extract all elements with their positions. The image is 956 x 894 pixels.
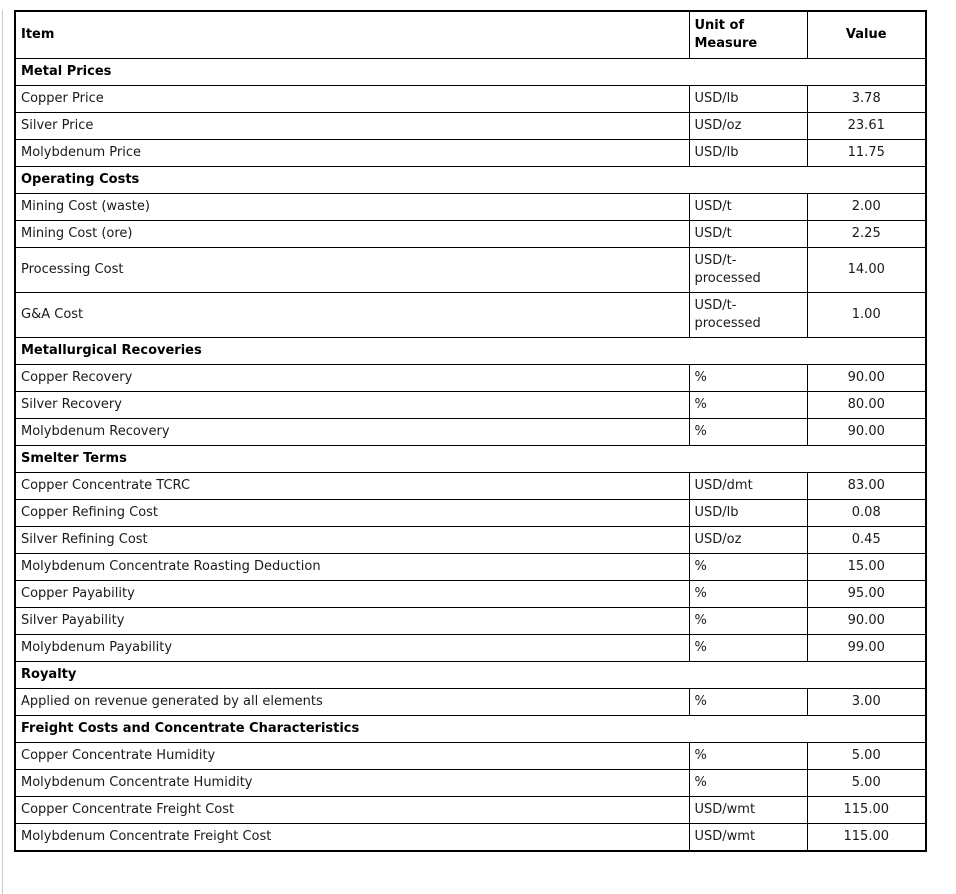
item-cell: Molybdenum Price: [15, 139, 689, 166]
value-cell: 2.00: [807, 193, 926, 220]
value-cell: 0.45: [807, 526, 926, 553]
header-row: [15, 11, 926, 58]
item-cell: Copper Payability: [15, 580, 689, 607]
table-row: [15, 634, 926, 661]
value-cell: 90.00: [807, 418, 926, 445]
item-cell: Silver Payability: [15, 607, 689, 634]
unit-cell: %: [689, 742, 807, 769]
value-cell: 115.00: [807, 796, 926, 823]
section-title: Metal Prices: [15, 58, 926, 85]
value-cell: 90.00: [807, 607, 926, 634]
table-row: [15, 553, 926, 580]
unit-cell: %: [689, 769, 807, 796]
table-row: [15, 292, 926, 337]
item-cell: Copper Concentrate TCRC: [15, 472, 689, 499]
section-title: Freight Costs and Concentrate Characteristics: [15, 715, 926, 742]
unit-cell: USD/t: [689, 220, 807, 247]
item-cell: Copper Concentrate Humidity: [15, 742, 689, 769]
unit-cell: USD/t-processed: [689, 292, 807, 337]
table-row: [15, 688, 926, 715]
value-cell: 14.00: [807, 247, 926, 292]
table-row: [15, 580, 926, 607]
section-row: [15, 337, 926, 364]
unit-cell: %: [689, 418, 807, 445]
table-row: [15, 769, 926, 796]
unit-cell: %: [689, 607, 807, 634]
value-cell: 5.00: [807, 742, 926, 769]
table-row: [15, 823, 926, 851]
unit-cell: %: [689, 553, 807, 580]
unit-cell: USD/lb: [689, 499, 807, 526]
value-cell: 99.00: [807, 634, 926, 661]
table-row: [15, 85, 926, 112]
table-row: [15, 193, 926, 220]
unit-cell: %: [689, 634, 807, 661]
table-row: [15, 742, 926, 769]
value-cell: 11.75: [807, 139, 926, 166]
value-cell: 3.00: [807, 688, 926, 715]
table-row: [15, 247, 926, 292]
unit-cell: USD/oz: [689, 526, 807, 553]
item-cell: Applied on revenue generated by all elements: [15, 688, 689, 715]
value-cell: 15.00: [807, 553, 926, 580]
value-cell: 3.78: [807, 85, 926, 112]
item-cell: Processing Cost: [15, 247, 689, 292]
item-cell: Copper Concentrate Freight Cost: [15, 796, 689, 823]
value-cell: 95.00: [807, 580, 926, 607]
table-row: [15, 472, 926, 499]
item-cell: Copper Price: [15, 85, 689, 112]
value-cell: 0.08: [807, 499, 926, 526]
section-title: Royalty: [15, 661, 926, 688]
section-title: Smelter Terms: [15, 445, 926, 472]
unit-cell: %: [689, 688, 807, 715]
table-row: [15, 796, 926, 823]
item-cell: Molybdenum Concentrate Humidity: [15, 769, 689, 796]
value-cell: 2.25: [807, 220, 926, 247]
table-row: [15, 418, 926, 445]
table-row: [15, 391, 926, 418]
unit-cell: USD/t: [689, 193, 807, 220]
item-cell: G&A Cost: [15, 292, 689, 337]
item-cell: Silver Price: [15, 112, 689, 139]
unit-cell: USD/wmt: [689, 796, 807, 823]
table-row: [15, 139, 926, 166]
unit-cell: USD/dmt: [689, 472, 807, 499]
section-row: [15, 715, 926, 742]
unit-cell: USD/lb: [689, 139, 807, 166]
section-title: Operating Costs: [15, 166, 926, 193]
section-row: [15, 445, 926, 472]
value-cell: 83.00: [807, 472, 926, 499]
item-cell: Silver Refining Cost: [15, 526, 689, 553]
column-header-value: Value: [807, 11, 926, 58]
item-cell: Copper Recovery: [15, 364, 689, 391]
item-cell: Molybdenum Concentrate Roasting Deduction: [15, 553, 689, 580]
unit-cell: %: [689, 364, 807, 391]
column-header-item: Item: [15, 11, 689, 58]
unit-cell: USD/lb: [689, 85, 807, 112]
item-cell: Mining Cost (waste): [15, 193, 689, 220]
item-cell: Silver Recovery: [15, 391, 689, 418]
value-cell: 80.00: [807, 391, 926, 418]
item-cell: Molybdenum Payability: [15, 634, 689, 661]
value-cell: 1.00: [807, 292, 926, 337]
table-row: [15, 607, 926, 634]
value-cell: 115.00: [807, 823, 926, 851]
unit-cell: USD/t-processed: [689, 247, 807, 292]
column-header-unit: Unit of Measure: [689, 11, 807, 58]
parameters-table: [14, 10, 927, 852]
page-edge-line: [2, 10, 3, 894]
value-cell: 23.61: [807, 112, 926, 139]
section-row: [15, 58, 926, 85]
unit-cell: %: [689, 580, 807, 607]
section-title: Metallurgical Recoveries: [15, 337, 926, 364]
unit-cell: USD/wmt: [689, 823, 807, 851]
section-row: [15, 661, 926, 688]
table-row: [15, 364, 926, 391]
table-row: [15, 499, 926, 526]
value-cell: 5.00: [807, 769, 926, 796]
unit-cell: USD/oz: [689, 112, 807, 139]
item-cell: Molybdenum Recovery: [15, 418, 689, 445]
table-row: [15, 220, 926, 247]
table-row: [15, 112, 926, 139]
item-cell: Mining Cost (ore): [15, 220, 689, 247]
table-row: [15, 526, 926, 553]
item-cell: Molybdenum Concentrate Freight Cost: [15, 823, 689, 851]
section-row: [15, 166, 926, 193]
value-cell: 90.00: [807, 364, 926, 391]
item-cell: Copper Refining Cost: [15, 499, 689, 526]
unit-cell: %: [689, 391, 807, 418]
